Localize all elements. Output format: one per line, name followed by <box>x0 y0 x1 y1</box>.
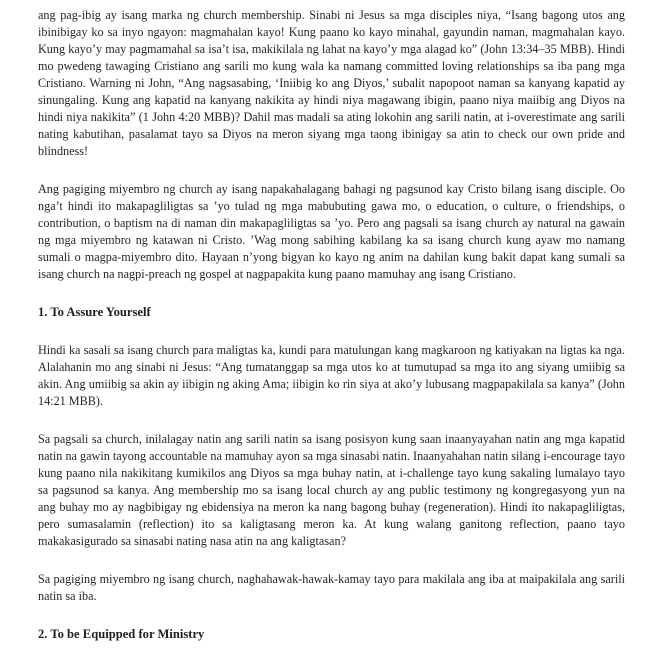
body-paragraph-church-membership-love: ang pag-ibig ay isang marka ng church membership. Sinabi ni Jesus sa mga disciples niya, “Isang bagong utos ang ibinibigay ko sa inyo ngayon: magmahalan kayo! Kung paano ko kayo minahal, gayundin naman, magmahalan kayo. Kung kayo’y may pagmamahal sa isa’t isa, makikilala ng lahat na kayo’y mga alagad ko” (John 13:34–35 MBB). Hindi mo pwedeng tawaging Cristiano ang sarili mo kung wala ka namang committed loving relationships sa iba pang mga Cristiano. Warning ni John, “Ang nagsasabing, ‘Iniibig ko ang Diyos,’ subalit napopoot naman sa kanyang kapatid ay sinungaling. Kung ang kapatid na kanyang nakikita ay hindi niya magawang ibigin, paano niya maiibig ang Diyos na hindi niya nakikita” (1 John 4:20 MBB)? Dahil mas madali sa ating lokohin ang sarili natin, at i-overestimate ang sarili nating kabutihan, pasalamat tayo sa Diyos na meron siyang mga taong ibinigay sa atin to check our own pride and blindness! <box>38 8 625 158</box>
body-paragraph-accountability: Sa pagsali sa church, inilalagay natin ang sarili natin sa isang posisyon kung saan inaanyayahan natin ang mga kapatid natin na gawin tayong accountable na mamuhay ayon sa mga sinasabi natin. Inaanyahahan natin silang i-encourage tayo kung paano nila nakikitang kumikilos ang Diyos sa mga buhay natin, at i-challenge tayo kung sakaling lumalayo tayo sa pagsunod sa kanya. Ang membership mo sa isang local church ay ang public testimony ng kongregasyong yun na ang buhay mo ay nagbibigay ng ebidensiya na meron ka nang bagong buhay (regeneration). Hindi ito nakapagliligtas, pero sumasalamin (reflection) ito sa kaligtasang meron ka. At kung walang ganitong reflection, paano tayo makakasigurado sa sinasabi nating nasa atin na ang kaligtasan? <box>38 432 625 548</box>
body-paragraph-assurance: Hindi ka sasali sa isang church para maligtas ka, kundi para matulungan kang magkaroon ng katiyakan na ligtas ka nga. Alalahanin mo ang sinabi ni Jesus: “Ang tumatanggap sa mga utos ko at tumutupad sa mga ito ang siyang umiibig sa akin. Ang umiibig sa akin ay iibigin ng aking Ama; iibigin ko rin siya at ako’y lubusang magpapakilala sa kanya” (John 14:21 MBB). <box>38 343 625 408</box>
body-paragraph-holding-hands: Sa pagiging miyembro ng isang church, naghahawak-hawak-kamay tayo para makilala ang iba at maipakilala ang sarili natin sa iba. <box>38 572 625 603</box>
section-heading-assure-yourself: 1. To Assure Yourself <box>38 305 151 319</box>
section-heading-equipped-for-ministry: 2. To be Equipped for Ministry <box>38 627 205 641</box>
body-paragraph-membership-importance: Ang pagiging miyembro ng church ay isang napakahalagang bahagi ng pagsunod kay Cristo bilang isang disciple. Oo nga’t hindi ito makapagliligtas sa ’yo tulad ng mga mabubuting gawa mo, o education, o culture, o friendships, o contribution, o baptism na di naman din makapagliligtas sa ’yo. Pero ang pagsali sa isang church ay natural na gawain ng mga miyembro ng katawan ni Cristo. ’Wag mong sabihing kabilang ka sa isang church kung ayaw mo namang sumali o magpa-miyembro dito. Hayaan n’yong bigyan ko kayo ng anim na dahilan kung bakit dapat kang sumali sa isang church na nagpi-preach ng gospel at nagpapakita kung paano mamuhay ang isang Cristiano. <box>38 182 625 281</box>
